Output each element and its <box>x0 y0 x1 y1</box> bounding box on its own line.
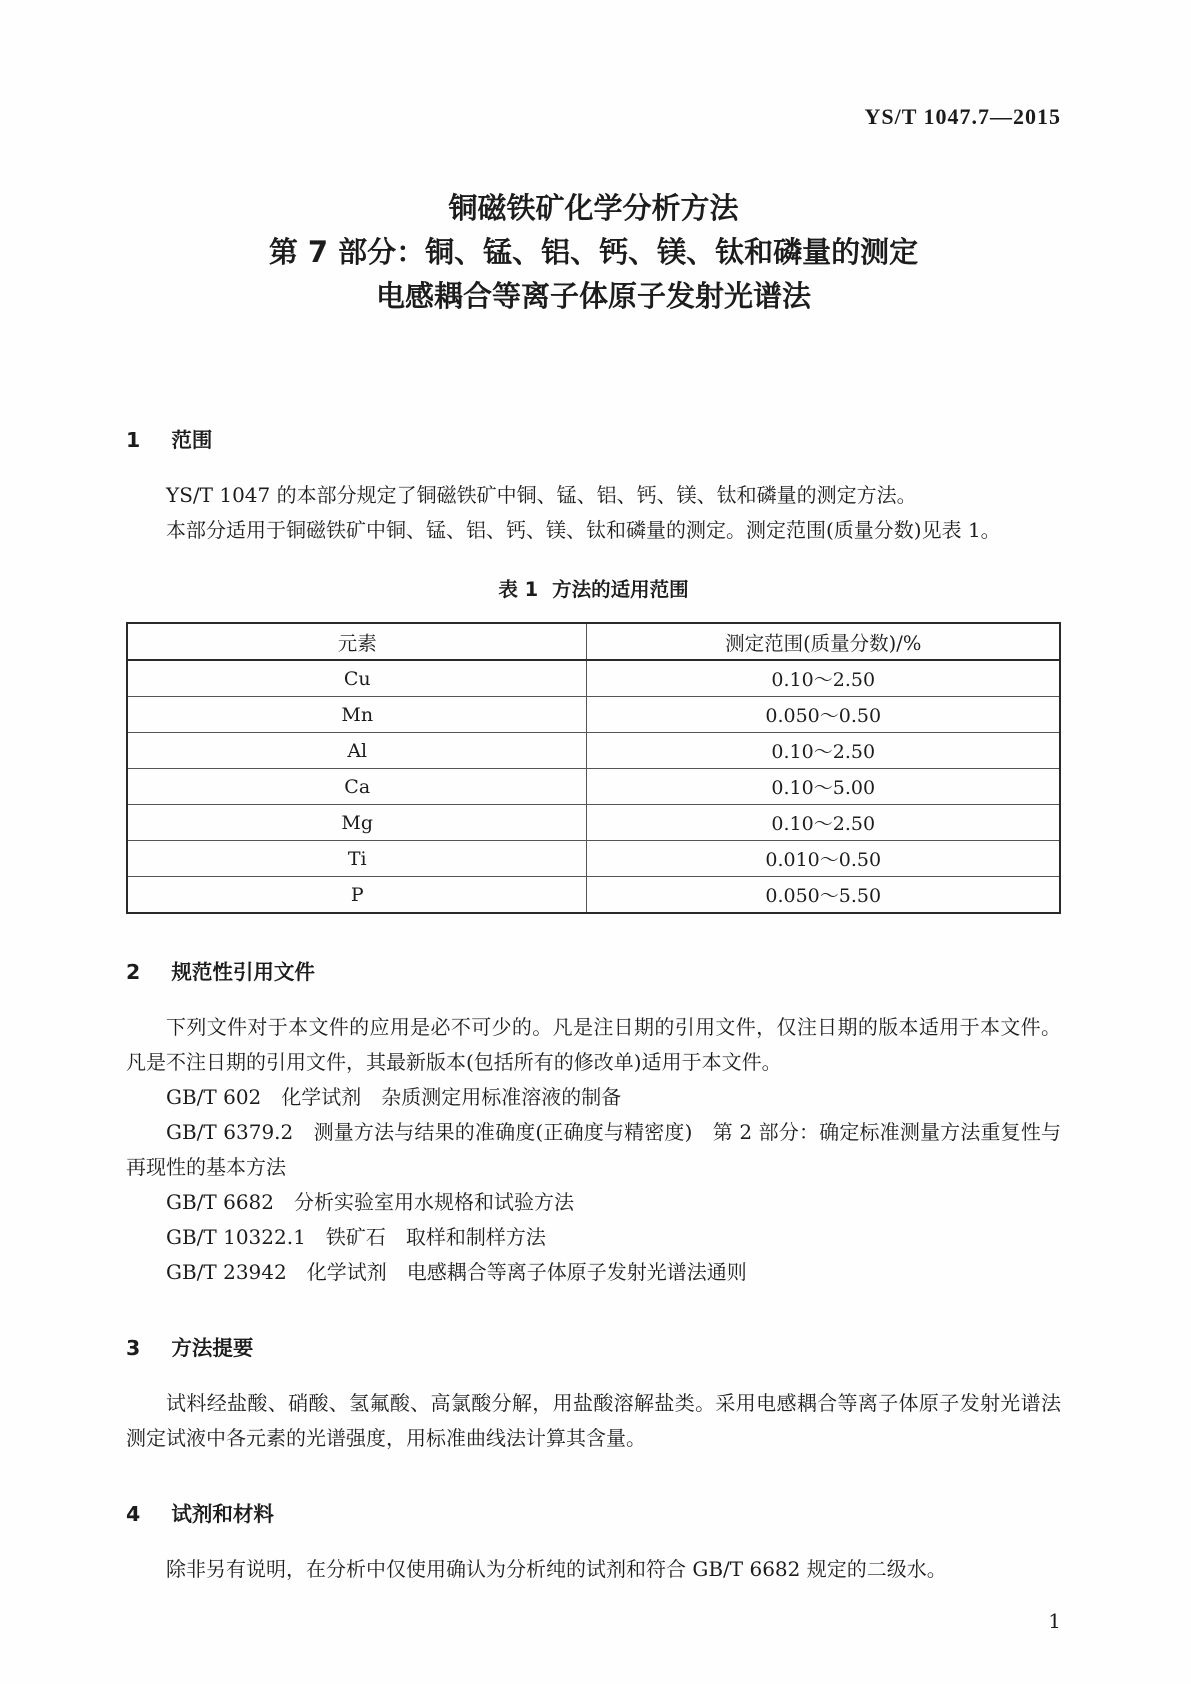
element-cell: Ti <box>127 841 587 877</box>
reference-item: GB/T 6379.2 测量方法与结果的准确度(正确度与精密度) 第 2 部分：确定标准测量方法重复性与再现性的基本方法 <box>126 1120 1061 1179</box>
section-heading-method-summary <box>126 1336 1061 1360</box>
table-row <box>127 805 1060 841</box>
table1-caption-label: 表 1 <box>498 578 539 601</box>
element-cell: Mg <box>127 805 587 841</box>
section-heading-scope <box>126 428 1061 452</box>
section-number: 3 <box>126 1336 141 1360</box>
section-heading-normative-references <box>126 960 1061 984</box>
element-cell: Ca <box>127 769 587 805</box>
element-cell: Al <box>127 733 587 769</box>
section-number: 2 <box>126 960 141 984</box>
reference-item: GB/T 10322.1 铁矿石 取样和制样方法 <box>166 1225 546 1249</box>
range-cell: 0.10～5.00 <box>587 769 1060 805</box>
reference-item: GB/T 602 化学试剂 杂质测定用标准溶液的制备 <box>166 1085 622 1109</box>
section-number: 1 <box>126 428 141 452</box>
element-cell: Mn <box>127 697 587 733</box>
range-cell: 0.10～2.50 <box>587 805 1060 841</box>
reference-item: GB/T 6682 分析实验室用水规格和试验方法 <box>166 1190 575 1214</box>
section-label: 规范性引用文件 <box>171 960 315 984</box>
range-cell: 0.050～0.50 <box>587 697 1060 733</box>
title-line-1: 铜磁铁矿化学分析方法 <box>448 191 739 225</box>
range-cell: 0.050～5.50 <box>587 877 1060 914</box>
document-title <box>126 186 1061 318</box>
range-cell: 0.010～0.50 <box>587 841 1060 877</box>
section-label: 范围 <box>171 428 213 452</box>
element-cell: P <box>127 877 587 914</box>
scope-paragraph-2: 本部分适用于铜磁铁矿中铜、锰、铝、钙、镁、钛和磷量的测定。测定范围(质量分数)见表 1。 <box>166 518 1001 542</box>
section-label: 试剂和材料 <box>171 1502 274 1526</box>
standard-code: YS/T 1047.7—2015 <box>864 104 1061 129</box>
element-cell: Cu <box>127 660 587 697</box>
reference-item: GB/T 23942 化学试剂 电感耦合等离子体原子发射光谱法通则 <box>166 1260 747 1284</box>
title-line-3: 电感耦合等离子体原子发射光谱法 <box>375 279 811 313</box>
section-label: 方法提要 <box>171 1336 254 1360</box>
applicability-range-table <box>126 622 1061 914</box>
title-line-2: 第 7 部分：铜、锰、铝、钙、镁、钛和磷量的测定 <box>268 235 919 269</box>
scope-paragraph-1: YS/T 1047 的本部分规定了铜磁铁矿中铜、锰、铝、钙、镁、钛和磷量的测定方法。 <box>166 483 917 507</box>
reagents-paragraph: 除非另有说明，在分析中仅使用确认为分析纯的试剂和符合 GB/T 6682 规定的二级水。 <box>166 1557 947 1581</box>
header-element: 元素 <box>127 623 587 660</box>
table-row <box>127 697 1060 733</box>
table1-caption <box>126 574 1061 602</box>
table-row <box>127 877 1060 914</box>
header-range: 测定范围(质量分数)/% <box>587 623 1060 660</box>
table-row <box>127 769 1060 805</box>
table-row <box>127 733 1060 769</box>
normative-references-intro: 下列文件对于本文件的应用是必不可少的。凡是注日期的引用文件，仅注日期的版本适用于本文件。凡是不注日期的引用文件，其最新版本(包括所有的修改单)适用于本文件。 <box>126 1015 1061 1074</box>
section-number: 4 <box>126 1502 141 1526</box>
table1-caption-text: 方法的适用范围 <box>552 578 689 601</box>
table-header-row <box>127 623 1060 660</box>
range-cell: 0.10～2.50 <box>587 733 1060 769</box>
method-summary-paragraph: 试料经盐酸、硝酸、氢氟酸、高氯酸分解，用盐酸溶解盐类。采用电感耦合等离子体原子发射光谱法测定试液中各元素的光谱强度，用标准曲线法计算其含量。 <box>126 1391 1061 1450</box>
table-row <box>127 660 1060 697</box>
table-row <box>127 841 1060 877</box>
section-heading-reagents <box>126 1502 1061 1526</box>
range-cell: 0.10～2.50 <box>587 660 1060 697</box>
page-number: 1 <box>1048 1609 1061 1633</box>
